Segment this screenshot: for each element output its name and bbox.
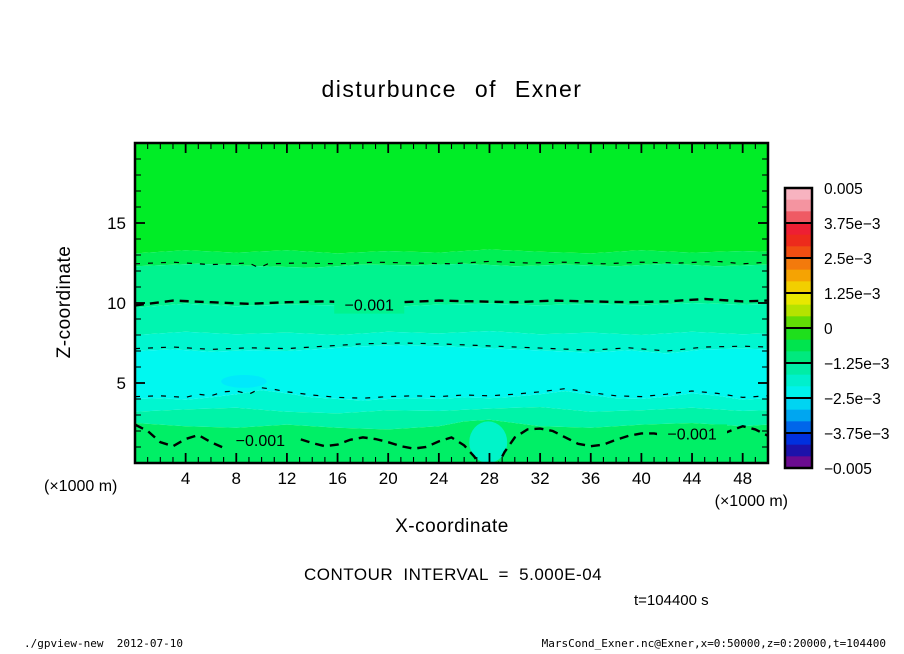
contour-label: −0.001 [344,297,394,315]
colorbar-strip [785,328,812,340]
colorbar-label: 1.25e−3 [824,286,881,303]
fill-spot [221,375,267,388]
colorbar-strip [785,445,812,457]
colorbar-strip [785,200,812,212]
colorbar-strip [785,433,812,445]
x-tick-label: 12 [277,469,297,488]
x-tick-label: 20 [378,469,398,488]
time-annotation: t=104400 s [634,592,709,609]
fill-band [135,303,768,335]
colorbar-strip [785,223,812,235]
colorbar-strip [785,386,812,398]
colorbar-label: −2.5e−3 [824,391,881,408]
colorbar-label: 3.75e−3 [824,216,881,233]
x-tick-label: 32 [530,469,550,488]
colorbar-label: 2.5e−3 [824,251,872,268]
chart-title: disturbunce of Exner [321,76,583,102]
contour-label: −0.001 [667,426,717,444]
colorbar-strip [785,188,812,200]
colorbar-strip [785,235,812,247]
x-axis-unit-right: (×1000 m) [714,493,788,510]
fill-band [135,345,768,400]
colorbar-strip [785,211,812,223]
y-tick-label: 5 [116,374,126,393]
contour-label: −0.001 [235,432,286,450]
colorbar-label: −0.005 [824,461,872,478]
y-tick-label: 10 [107,294,126,313]
colorbar-strip [785,351,812,363]
colorbar-strip [785,375,812,387]
colorbar-strip [785,398,812,410]
y-tick-label: 15 [107,214,126,233]
colorbar-strip [785,270,812,282]
x-tick-label: 24 [429,469,449,488]
colorbar-strip [785,293,812,305]
footer-command-text: ./gpview-new 2012-07-10 [24,637,183,650]
colorbar-strip [785,363,812,375]
colorbar [785,181,890,478]
colorbar-strip [785,410,812,422]
colorbar-label: 0 [824,321,833,338]
y-axis-label: Z-coordinate [54,245,75,359]
x-axis-unit-left: (×1000 m) [44,478,118,495]
x-tick-label: 8 [231,469,242,488]
x-tick-label: 48 [733,469,753,488]
colorbar-strip [785,281,812,293]
colorbar-strip [785,258,812,270]
x-tick-label: 16 [328,469,348,488]
fill-band [135,143,768,253]
x-tick-label: 4 [180,469,191,488]
colorbar-label: −3.75e−3 [824,426,890,443]
x-tick-label: 36 [581,469,601,488]
colorbar-strip [785,316,812,328]
contour-interval-text: CONTOUR INTERVAL = 5.000E-04 [304,565,603,584]
x-tick-label: 44 [682,469,702,488]
footer-file-text: MarsCond_Exner.nc@Exner,x=0:50000,z=0:20000,t=104400 [541,637,886,650]
colorbar-strip [785,421,812,433]
colorbar-label: 0.005 [824,181,863,198]
colorbar-label: −1.25e−3 [824,356,890,373]
x-axis-label: X-coordinate [395,516,509,537]
colorbar-strip [785,340,812,352]
colorbar-strip [785,305,812,317]
plot-area [107,143,768,488]
colorbar-strip [785,246,812,258]
x-tick-label: 28 [480,469,499,488]
x-tick-label: 40 [631,469,651,488]
